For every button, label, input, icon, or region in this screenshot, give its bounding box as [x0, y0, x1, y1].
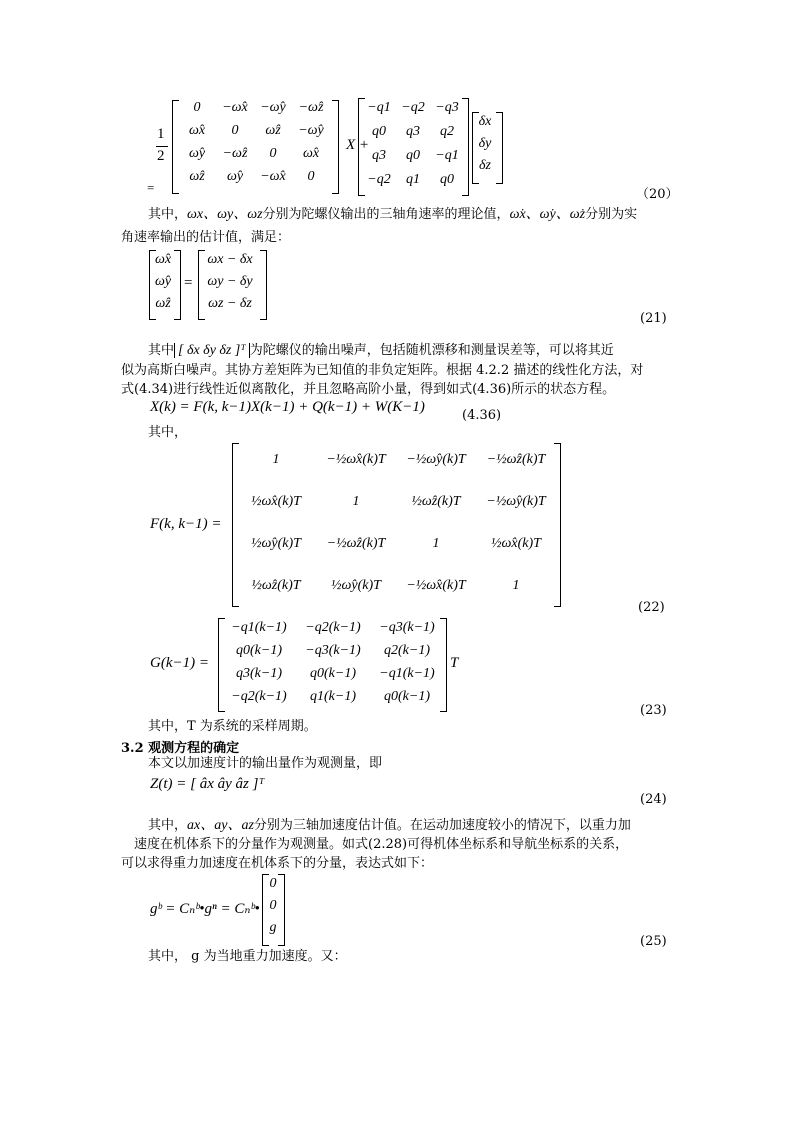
matrix-cell: −½ω̂y(k)T: [406, 452, 466, 467]
paragraph-2-line-1: [148, 342, 614, 360]
matrix-cell: 1: [272, 452, 280, 467]
matrix-cell: δy: [478, 136, 492, 151]
accel-symbols: ax、ay、az: [187, 818, 254, 833]
matrix-cell: δx: [478, 114, 492, 129]
paragraph-7: 其中， g 为当地重力加速度。又：: [148, 949, 347, 964]
equation-number: （20）: [636, 187, 679, 202]
matrix-cell: ½ω̂z(k)T: [251, 578, 301, 593]
matrix-cell: −½ω̂z(k)T: [486, 452, 546, 467]
matrix-cell: −q2(k−1): [305, 620, 361, 635]
matrix-cell: −q3: [435, 100, 459, 115]
matrix-cell: δz: [479, 158, 491, 173]
matrix-cell: −q3(k−1): [379, 620, 435, 635]
matrix-cell: ω̂y: [154, 274, 172, 289]
fraction-bar: [156, 146, 168, 147]
matrix-cell: −q2(k−1): [231, 689, 287, 704]
matrix-cell: q1(k−1): [310, 689, 356, 704]
matrix-cell: q0: [440, 172, 454, 187]
gravity-equation: gᵇ = Cₙᵇ•gⁿ = Cₙᵇ•: [150, 901, 260, 917]
right-bracket: [332, 100, 339, 194]
matrix-cell: q3: [372, 148, 386, 163]
omega-symbols: ωx、ωy、ωz: [187, 207, 263, 222]
paragraph-3: 其中，: [148, 425, 188, 440]
matrix-cell: ωx − δx: [207, 252, 253, 267]
matrix-cell: −½ω̂x(k)T: [406, 578, 466, 593]
matrix-cell: 0: [269, 876, 277, 891]
matrix-cell: 1: [512, 578, 520, 593]
matrix-cell: −ω̂y: [298, 123, 324, 138]
x-plus-term: X +: [346, 137, 370, 153]
matrix-cell: −q3(k−1): [305, 643, 361, 658]
matrix-cell: ω̂x: [188, 123, 206, 138]
matrix-suffix: T: [450, 655, 459, 671]
noise-vector: [ δx δy δz ]ᵀ: [174, 343, 250, 358]
paragraph-2-line-3: 式(4.34)进行线性近似离散化，并且忽略高阶小量，得到如式(4.36)所示的状态方程。: [121, 382, 616, 397]
matrix-cell: ω̂y: [188, 146, 206, 161]
matrix-cell: ω̂x: [302, 146, 320, 161]
matrix-cell: 0: [269, 898, 277, 913]
matrix-cell: ω̂x: [154, 252, 172, 267]
matrix-cell: −ω̂x: [260, 169, 286, 184]
matrix-cell: q0(k−1): [236, 643, 282, 658]
section-heading: 3.2 观测方程的确定: [121, 741, 240, 756]
matrix-cell: −ω̂z: [298, 100, 324, 115]
matrix-cell: ωy − δy: [207, 274, 253, 289]
matrix-cell: ω̂z: [265, 123, 281, 138]
text: 分别为三轴加速度估计值。在运动加速度较小的情况下，以重力加: [253, 818, 631, 833]
matrix-cell: −q1: [367, 100, 391, 115]
matrix-cell: 0: [231, 123, 239, 138]
paragraph-1-line-2: 角速率输出的估计值，满足：: [121, 230, 291, 245]
matrix-cell: q3: [406, 124, 420, 139]
matrix-cell: ½ω̂y(k)T: [251, 536, 301, 551]
matrix-cell: −q1(k−1): [231, 620, 287, 635]
paragraph-5: 本文以加速度计的输出量作为观测量，即: [148, 756, 383, 771]
paragraph-6-line-1: [148, 817, 631, 835]
matrix-cell: 1: [352, 494, 360, 509]
equals-sign: =: [147, 180, 155, 195]
matrix-cell: ω̂y: [226, 169, 244, 184]
matrix-cell: q0: [372, 124, 386, 139]
matrix-cell: −ω̂x: [222, 100, 248, 115]
matrix-cell: ωz − δz: [208, 296, 252, 311]
matrix-lhs: F(k, k−1) =: [150, 516, 222, 532]
matrix-cell: g: [269, 920, 277, 935]
matrix-cell: q0(k−1): [384, 689, 430, 704]
matrix-cell: −½ω̂y(k)T: [486, 494, 546, 509]
equation-number: (21): [640, 311, 667, 326]
equation-number: (24): [640, 792, 667, 807]
matrix-cell: 0: [269, 146, 277, 161]
matrix-cell: q2: [440, 124, 454, 139]
matrix-cell: −ω̂z: [222, 146, 248, 161]
matrix-cell: q2(k−1): [384, 643, 430, 658]
fraction-denominator: 2: [157, 148, 165, 164]
equation-number: (22): [638, 600, 665, 615]
omega-dot-symbols: ω̇x、ω̇y、ω̇z: [509, 207, 586, 222]
matrix-cell: ½ω̂x(k)T: [491, 536, 541, 551]
matrix-cell: −ω̂y: [260, 100, 286, 115]
matrix-cell: ω̂z: [189, 169, 205, 184]
matrix-cell: ω̂z: [155, 296, 171, 311]
right-bracket: [174, 250, 181, 320]
text: 分别为陀螺仪输出的三轴角速率的理论值，: [262, 207, 510, 222]
text: 其中: [148, 343, 175, 358]
paragraph-4: 其中，T 为系统的采样周期。: [148, 719, 317, 734]
matrix-lhs: G(k−1) =: [150, 655, 209, 671]
equation-number: (23): [640, 703, 667, 718]
matrix-cell: q1: [406, 172, 420, 187]
right-bracket: [496, 112, 503, 184]
matrix-cell: −q2: [401, 100, 425, 115]
matrix-cell: −q1(k−1): [379, 666, 435, 681]
text: 为陀螺仪的输出噪声，包括随机漂移和测量误差等，可以将其近: [249, 343, 614, 358]
matrix-cell: ½ω̂y(k)T: [331, 578, 381, 593]
matrix-cell: q0(k−1): [310, 666, 356, 681]
matrix-cell: ½ω̂x(k)T: [251, 494, 301, 509]
matrix-cell: −½ω̂x(k)T: [326, 452, 386, 467]
text: 其中，: [148, 818, 188, 833]
matrix-cell: q3(k−1): [236, 666, 282, 681]
matrix-cell: q0: [406, 148, 420, 163]
matrix-cell: 1: [432, 536, 440, 551]
equation-number: (4.36): [462, 408, 502, 423]
matrix-cell: 0: [193, 100, 201, 115]
observation-equation: Z(t) = [ âx ây âz ]ᵀ: [150, 776, 265, 792]
right-bracket: [260, 250, 267, 320]
paragraph-2-line-2: 似为高斯白噪声。其协方差矩阵为已知值的非负定矩阵。根据 4.2.2 描述的线性化方法，对: [121, 363, 644, 378]
matrix-cell: −q2: [367, 172, 391, 187]
matrix-cell: −½ω̂z(k)T: [326, 536, 386, 551]
matrix-cell: ½ω̂z(k)T: [411, 494, 461, 509]
text: 分别为实: [585, 207, 638, 222]
equals-sign: =: [184, 275, 193, 291]
paragraph-6-line-2: 速度在机体系下的分量作为观测量。如式(2.28)可得机体坐标系和导航坐标系的关系，: [134, 837, 629, 852]
state-equation: X(k) = F(k, k−1)X(k−1) + Q(k−1) + W(K−1): [150, 399, 425, 415]
paragraph-6-line-3: 可以求得重力加速度在机体系下的分量，表达式如下：: [121, 856, 434, 871]
matrix-cell: 0: [307, 169, 315, 184]
equation-number: (25): [640, 934, 667, 949]
paragraph-1-line-1: [148, 206, 637, 224]
fraction-numerator: 1: [157, 126, 165, 142]
matrix-cell: −q1: [435, 148, 459, 163]
text: 其中，: [148, 207, 188, 222]
